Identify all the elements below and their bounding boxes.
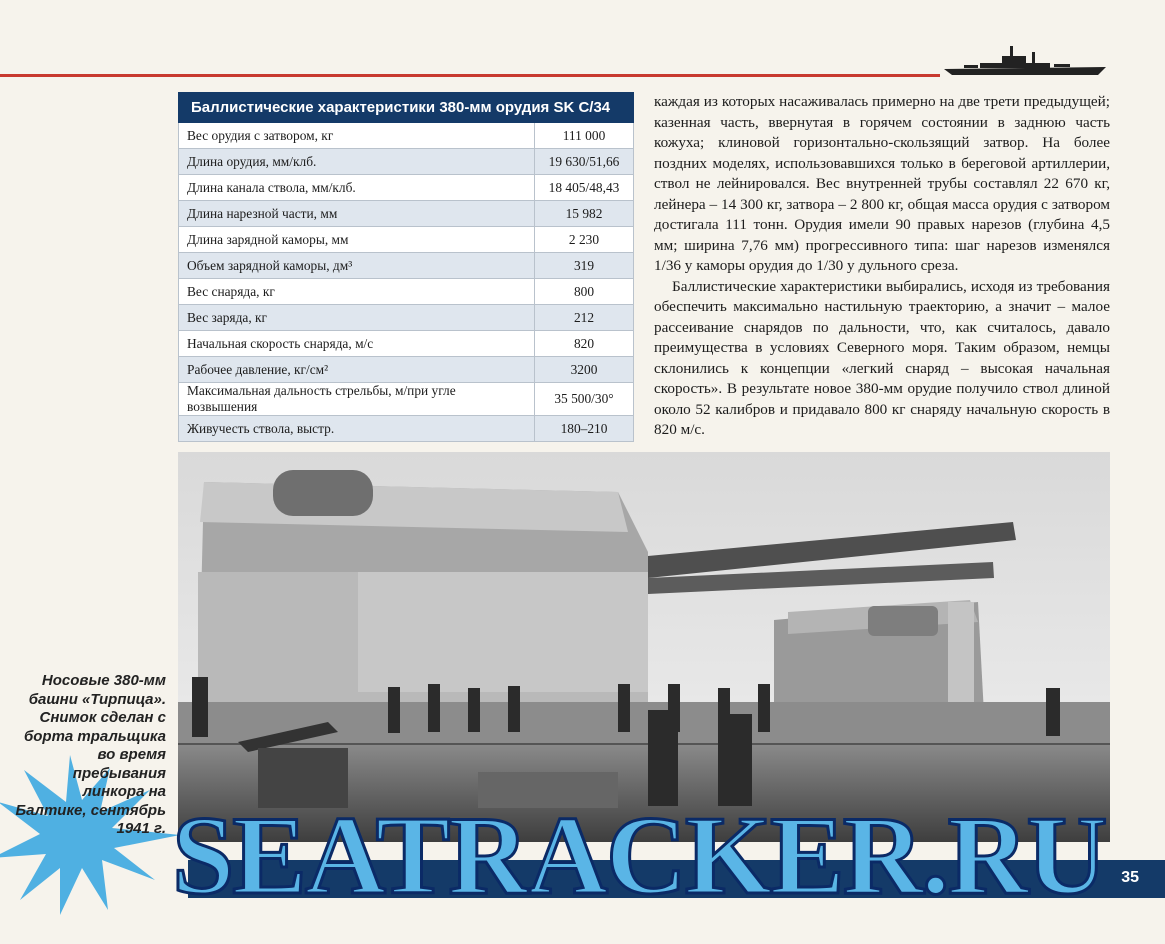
row-value: 212 (535, 305, 634, 331)
photo-caption: Носовые 380-мм башни «Тирпица». Снимок сделан с борта тральщика во время пребывания линкора на Балтике, сентябрь 1941 г. (15, 672, 166, 837)
row-label: Длина нарезной части, мм (179, 201, 535, 227)
table-row (179, 331, 634, 357)
article-paragraph: каждая из которых насаживалась примерно на две трети предыдущей; казенная часть, ввернутая в горячем состоянии в заднюю часть кожуха; клиновой горизонтально-скользящий затвор. На более поздних моделях, использовавшихся только в береговой артиллерии, ствол не лейнировался. Вес внутренней трубы составлял 22 670 кг, лейнера – 14 300 кг, затвора – 2 800 кг, общая масса орудия с затвором достигала 111 тонн. Орудия имели 90 правых нарезов (глубина 4,5 мм; ширина 7,76 мм) прогрессивного типа: шаг нарезов изменялся 1/36 у каморы орудия до 1/30 у дульного среза. (654, 93, 1110, 274)
row-label: Начальная скорость снаряда, м/с (179, 331, 535, 357)
row-value: 800 (535, 279, 634, 305)
table-row (179, 201, 634, 227)
table-row (179, 416, 634, 442)
table-title: Баллистические характеристики 380-мм орудия SK C/34 (179, 93, 634, 123)
page-number: 35 (1121, 869, 1139, 886)
article-paragraph: Баллистические характеристики выбирались, исходя из требования обеспечить максимально настильную траекторию, а значит – малое рассеивание снарядов по дальности, что, как считалось, давало преимущества в условиях Северного моря. Таким образом, немцы склонились к концепции «легкий снаряд – высокая начальная скорость». В результате новое 380-мм орудие получило ствол длиной около 52 калибров и придавало 800 кг снаряду начальную скорость в 820 м/с. (654, 277, 1110, 438)
table-row (179, 305, 634, 331)
row-value: 180–210 (535, 416, 634, 442)
battleship-silhouette-icon (940, 42, 1110, 82)
row-value: 3200 (535, 357, 634, 383)
row-label: Вес орудия с затвором, кг (179, 123, 535, 149)
ballistic-specs-table (178, 92, 634, 442)
row-label: Вес снаряда, кг (179, 279, 535, 305)
row-value: 319 (535, 253, 634, 279)
table-row (179, 357, 634, 383)
row-value: 35 500/30° (535, 383, 634, 416)
table-row (179, 175, 634, 201)
watermark-text: SEATRACKER.RU (172, 794, 1106, 918)
row-value: 820 (535, 331, 634, 357)
row-value: 18 405/48,43 (535, 175, 634, 201)
row-label: Рабочее давление, кг/см² (179, 357, 535, 383)
table-row (179, 253, 634, 279)
header-red-rule (0, 74, 940, 77)
row-value: 111 000 (535, 123, 634, 149)
row-label: Вес заряда, кг (179, 305, 535, 331)
row-label: Длина зарядной каморы, мм (179, 227, 535, 253)
row-value: 19 630/51,66 (535, 149, 634, 175)
row-label: Длина орудия, мм/клб. (179, 149, 535, 175)
article-text-column (654, 92, 1110, 441)
turret-photo (178, 452, 1110, 842)
row-value: 15 982 (535, 201, 634, 227)
table-row (179, 383, 634, 416)
row-value: 2 230 (535, 227, 634, 253)
table-row (179, 279, 634, 305)
row-label: Объем зарядной каморы, дм³ (179, 253, 535, 279)
row-label: Максимальная дальность стрельбы, м/при угле возвышения (179, 383, 535, 416)
table-row (179, 123, 634, 149)
row-label: Длина канала ствола, мм/клб. (179, 175, 535, 201)
row-label: Живучесть ствола, выстр. (179, 416, 535, 442)
table-row (179, 227, 634, 253)
table-row (179, 149, 634, 175)
